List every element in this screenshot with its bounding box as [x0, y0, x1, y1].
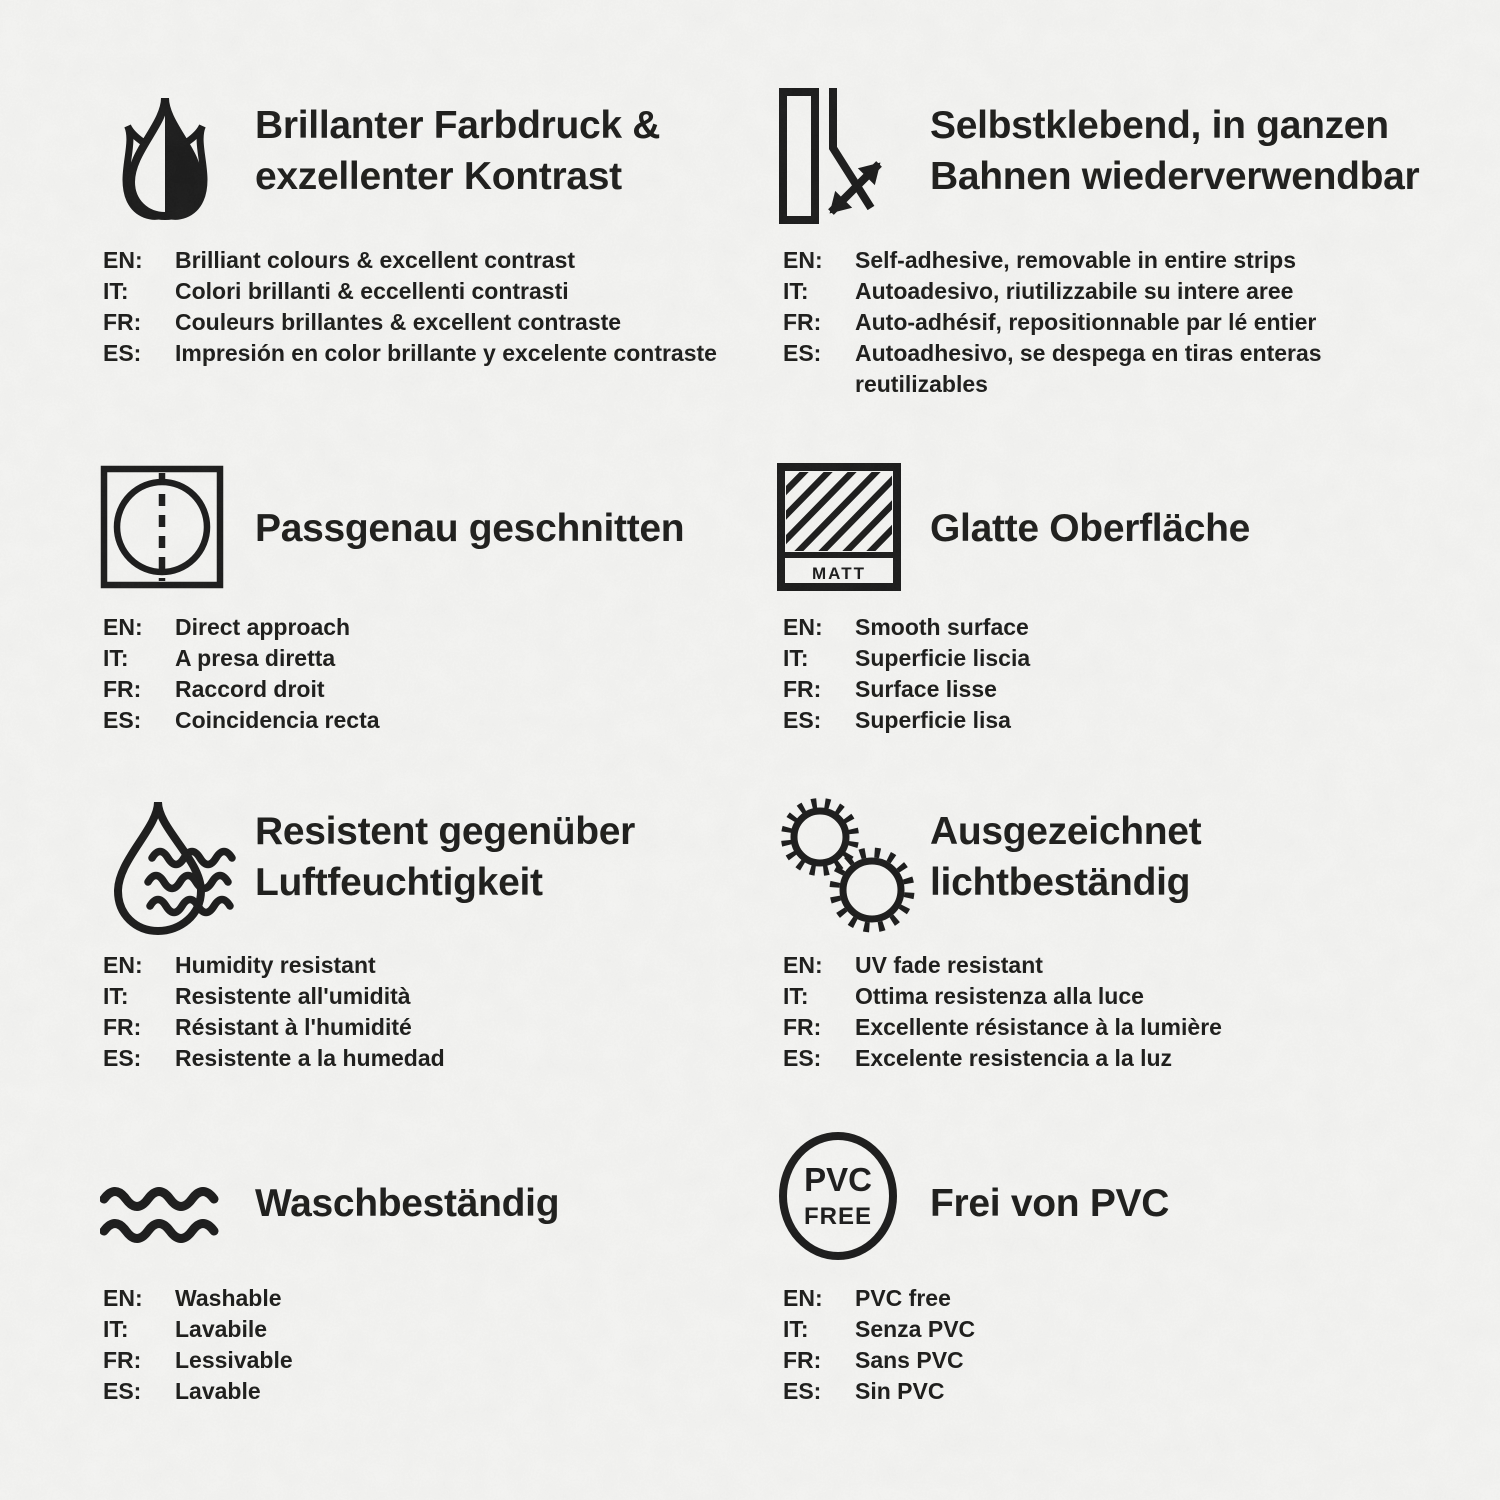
translation-text: Resistente all'umidità — [175, 983, 411, 1009]
translation-text: Sin PVC — [855, 1378, 945, 1404]
translation-text: Couleurs brillantes & excellent contraste — [175, 309, 622, 335]
language-label: ES: — [103, 1378, 142, 1404]
translation-row — [783, 1376, 975, 1407]
language-label: ES: — [783, 340, 822, 366]
language-label: IT: — [783, 983, 809, 1009]
cut-to-fit-icon — [100, 465, 224, 589]
translation-text: Direct approach — [175, 614, 351, 640]
translation-row — [783, 276, 1375, 307]
language-label: FR: — [103, 1347, 142, 1373]
language-label: FR: — [783, 309, 822, 335]
peel-strip-icon — [777, 84, 889, 228]
translation-text: Self-adhesive, removable in entire strips — [855, 247, 1296, 273]
language-label: EN: — [103, 1285, 143, 1311]
matt-surface-icon — [777, 463, 901, 591]
translation-text: Coincidencia recta — [175, 707, 380, 733]
translation-text: UV fade resistant — [855, 952, 1043, 978]
title-line: Bahnen wiederverwendbar — [930, 155, 1420, 198]
translations-list — [783, 1283, 975, 1407]
title-line: Glatte Oberfläche — [930, 507, 1251, 550]
title-line: Resistent gegenüber — [255, 810, 636, 853]
language-label: EN: — [103, 247, 143, 273]
translation-text: Impresión en color brillante y excelente contraste — [175, 340, 717, 366]
translation-row — [103, 338, 717, 369]
translations-list — [103, 1283, 293, 1407]
translation-row — [103, 1012, 445, 1043]
translation-row — [783, 1043, 1222, 1074]
translation-text: Superficie liscia — [855, 645, 1031, 671]
translation-row — [103, 276, 717, 307]
translation-text: A presa diretta — [175, 645, 336, 671]
translation-row — [103, 981, 445, 1012]
language-label: EN: — [783, 1285, 823, 1311]
title-line: Waschbeständig — [255, 1182, 560, 1225]
feature-title — [930, 503, 1250, 554]
translation-row — [783, 1345, 975, 1376]
language-label: IT: — [103, 278, 129, 304]
translation-row — [103, 1376, 293, 1407]
free-label: FREE — [803, 1203, 873, 1230]
translation-row — [783, 950, 1222, 981]
translation-text: Resistente a la humedad — [175, 1045, 445, 1071]
language-label: EN: — [783, 952, 823, 978]
language-label: IT: — [783, 1316, 809, 1342]
title-line: exzellenter Kontrast — [255, 155, 622, 198]
color-drops-icon — [97, 92, 233, 236]
translation-text: Smooth surface — [855, 614, 1029, 640]
translations-list — [103, 950, 445, 1074]
language-label: EN: — [783, 247, 823, 273]
translation-text: Washable — [175, 1285, 282, 1311]
translation-row — [103, 950, 445, 981]
translation-text: Excellente résistance à la lumière — [855, 1014, 1222, 1040]
translation-text: PVC free — [855, 1285, 951, 1311]
translations-list — [783, 612, 1030, 736]
feature-title — [255, 806, 635, 908]
feature-title — [930, 806, 1201, 908]
language-label: IT: — [103, 1316, 129, 1342]
title-line: Selbstklebend, in ganzen — [930, 104, 1389, 147]
translation-text: Excelente resistencia a la luz — [855, 1045, 1173, 1071]
translation-row — [103, 245, 717, 276]
translations-list — [103, 612, 380, 736]
translation-text: Autoadhesivo, se despega en tiras enteras reutilizables — [855, 340, 1322, 397]
translation-row — [103, 1314, 293, 1345]
feature-title — [255, 503, 684, 554]
feature-title — [255, 100, 660, 202]
translation-row — [783, 612, 1030, 643]
language-label: ES: — [783, 1378, 822, 1404]
translations-list — [783, 245, 1375, 400]
translations-list — [103, 245, 717, 369]
translation-row — [103, 1345, 293, 1376]
translation-row — [783, 674, 1030, 705]
feature-title — [930, 1178, 1169, 1229]
translation-row — [103, 307, 717, 338]
language-label: ES: — [103, 340, 142, 366]
translation-text: Senza PVC — [855, 1316, 976, 1342]
language-label: ES: — [103, 707, 142, 733]
title-line: lichtbeständig — [930, 861, 1191, 904]
title-line: Brillanter Farbdruck & — [255, 104, 661, 147]
translation-text: Colori brillanti & eccellenti contrasti — [175, 278, 569, 304]
translation-row — [783, 643, 1030, 674]
pvc-label: PVC — [804, 1161, 872, 1198]
language-label: IT: — [103, 983, 129, 1009]
translation-text: Ottima resistenza alla luce — [855, 983, 1144, 1009]
translation-text: Superficie lisa — [855, 707, 1011, 733]
language-label: ES: — [783, 1045, 822, 1071]
translation-text: Humidity resistant — [175, 952, 376, 978]
title-line: Luftfeuchtigkeit — [255, 861, 543, 904]
language-label: IT: — [103, 645, 129, 671]
translation-row — [783, 1283, 975, 1314]
translation-row — [103, 1043, 445, 1074]
title-line: Frei von PVC — [930, 1182, 1170, 1225]
language-label: IT: — [783, 645, 809, 671]
feature-title — [930, 100, 1419, 202]
translation-row — [783, 338, 1375, 400]
language-label: FR: — [783, 1014, 822, 1040]
wash-waves-icon — [100, 1180, 236, 1252]
translation-text: Lavable — [175, 1378, 261, 1404]
translation-text: Raccord droit — [175, 676, 325, 702]
translation-row — [103, 612, 380, 643]
translation-text: Résistant à l'humidité — [175, 1014, 412, 1040]
language-label: FR: — [783, 676, 822, 702]
language-label: ES: — [783, 707, 822, 733]
translation-row — [103, 1283, 293, 1314]
translation-text: Auto-adhésif, repositionnable par lé entier — [855, 309, 1317, 335]
translation-row — [783, 1012, 1222, 1043]
translation-text: Sans PVC — [855, 1347, 964, 1373]
matt-label: MATT — [812, 564, 866, 583]
translation-text: Lavabile — [175, 1316, 268, 1342]
humidity-drop-icon — [98, 796, 238, 936]
translation-row — [103, 674, 380, 705]
translation-text: Autoadesivo, riutilizzabile su intere aree — [855, 278, 1294, 304]
translation-text: Brilliant colours & excellent contrast — [175, 247, 576, 273]
translation-row — [783, 1314, 975, 1345]
language-label: FR: — [103, 1014, 142, 1040]
translations-list — [783, 950, 1222, 1074]
translation-text: Surface lisse — [855, 676, 997, 702]
language-label: EN: — [103, 614, 143, 640]
translation-row — [103, 705, 380, 736]
uv-gears-icon — [777, 797, 917, 937]
translation-row — [783, 307, 1375, 338]
translation-text: Lessivable — [175, 1347, 293, 1373]
language-label: EN: — [103, 952, 143, 978]
language-label: FR: — [783, 1347, 822, 1373]
title-line: Ausgezeichnet — [930, 810, 1202, 853]
translation-row — [783, 245, 1375, 276]
pvc-free-icon — [776, 1131, 900, 1261]
language-label: IT: — [783, 278, 809, 304]
title-line: Passgenau geschnitten — [255, 507, 685, 550]
language-label: FR: — [103, 309, 142, 335]
translation-row — [783, 981, 1222, 1012]
language-label: ES: — [103, 1045, 142, 1071]
translation-row — [783, 705, 1030, 736]
feature-title — [255, 1178, 559, 1229]
language-label: FR: — [103, 676, 142, 702]
translation-row — [103, 643, 380, 674]
language-label: EN: — [783, 614, 823, 640]
